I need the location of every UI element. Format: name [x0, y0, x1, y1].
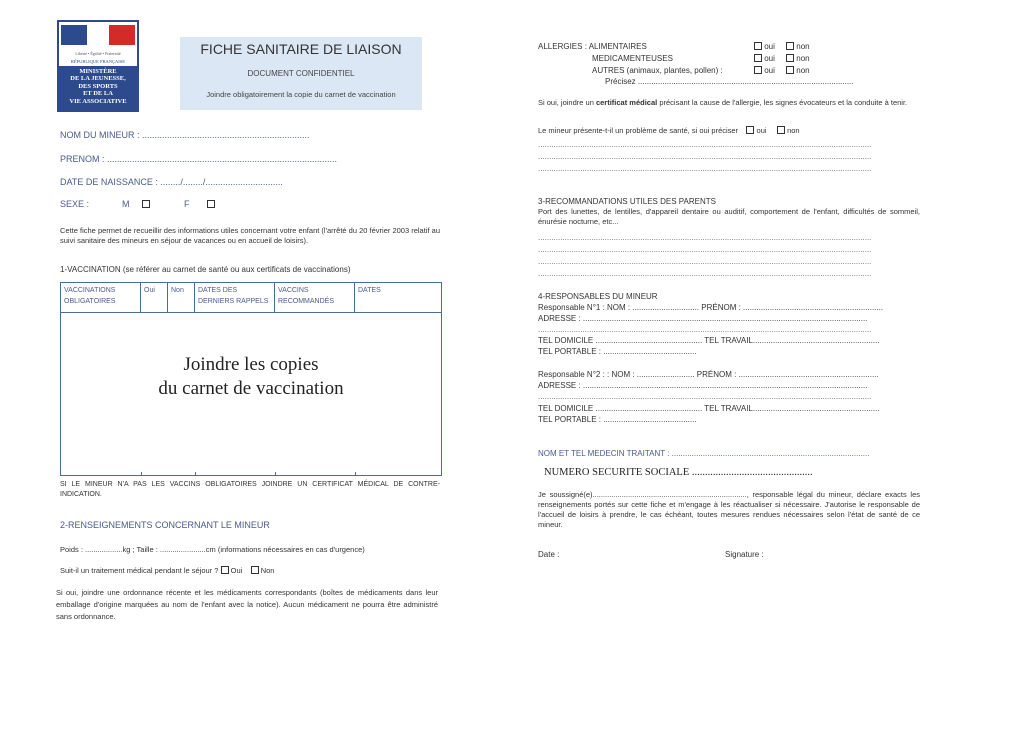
- recommandations-line-2[interactable]: ......................................................................................................................................................: [538, 245, 872, 254]
- ministry-logo: [57, 20, 139, 112]
- sexe-label: SEXE :: [60, 199, 90, 209]
- responsable1-adresse-field[interactable]: ADRESSE : ................................................................................................................................: [538, 314, 868, 323]
- traitement-oui-label: Oui: [230, 566, 243, 575]
- oui-label: oui: [764, 66, 775, 75]
- allergie-autres-non-checkbox[interactable]: [786, 66, 794, 74]
- allergie-alim-oui-checkbox[interactable]: [754, 42, 762, 50]
- allergie-medic-non-checkbox[interactable]: [786, 54, 794, 62]
- oui-label: oui: [764, 54, 775, 63]
- probleme-sante-label: Le mineur présente-t-il un problème de santé, si oui préciser: [538, 126, 739, 135]
- col-oui: Oui: [141, 283, 168, 312]
- recommandations-line-4[interactable]: ......................................................................................................................................................: [538, 269, 872, 278]
- declaration-text: Je soussigné(e).........................................................................., responsable légal du mineur, déclare exacts les renseignements portés sur cette fiche et m'engage à les réactualiser si nécessaire. J'autorise le responsable de l'accueil de loisirs à prendre, le cas échéant, toutes mesures rendues nécessaires selon l'état de santé de ce mineur.: [538, 490, 920, 529]
- traitement-oui-checkbox[interactable]: [221, 566, 229, 574]
- nom-field[interactable]: NOM DU MINEUR : ...................................................................: [60, 130, 310, 140]
- vaccination-section-title: 1-VACCINATION (se référer au carnet de santé ou aux certificats de vaccinations): [60, 265, 351, 274]
- responsable2-adresse-field[interactable]: ADRESSE : ................................................................................................................................: [538, 381, 868, 390]
- traitement-non-checkbox[interactable]: [251, 566, 259, 574]
- certificat-post: précisant la cause de l'allergie, les signes évocateurs et la conduite à tenir.: [657, 98, 908, 107]
- naissance-field[interactable]: DATE DE NAISSANCE : ......../......../...............................: [60, 177, 283, 187]
- traitement-question: [60, 566, 274, 576]
- sexe-m-label: M: [122, 199, 130, 209]
- allergie-medic-options: [754, 53, 810, 64]
- responsable2-tel-domicile-field[interactable]: TEL DOMICILE ................................................ TEL TRAVAIL.........................................................: [538, 404, 880, 413]
- signature-label[interactable]: Signature :: [725, 550, 764, 559]
- non-label: non: [796, 66, 810, 75]
- traitement-non-label: Non: [260, 566, 275, 575]
- probleme-oui-checkbox[interactable]: [746, 126, 754, 134]
- responsables-section-title: 4-RESPONSABLES DU MINEUR: [538, 292, 658, 301]
- vaccination-table: [60, 282, 442, 476]
- non-label: non: [796, 42, 810, 51]
- securite-sociale-field[interactable]: NUMERO SECURITE SOCIALE ..............................................: [544, 467, 813, 478]
- vaccination-footnote: SI LE MINEUR N'A PAS LES VACCINS OBLIGATOIRES JOINDRE UN CERTIFICAT MÉDICAL DE CONTRE-INDICATION.: [60, 481, 440, 498]
- intro-text: Cette fiche permet de recueillir des informations utiles concernant votre enfant (l'arrêté du 20 février 2003 relatif au suivi sanitaire des mineurs en séjour de vacances ou en accueil de loisirs).: [60, 226, 440, 245]
- col-non: Non: [168, 283, 195, 312]
- page-title: FICHE SANITAIRE DE LIAISON: [200, 41, 402, 57]
- traitement-label: Suit-il un traitement médical pendant le séjour ?: [60, 566, 219, 575]
- col-dates-rappels: DATES DES DERNIERS RAPPELS: [195, 283, 275, 312]
- responsable1-nom-field[interactable]: Responsable N°1 : NOM : .............................. PRÉNOM : ...............................................................: [538, 303, 884, 312]
- logo-republic: RÉPUBLIQUE FRANÇAISE: [59, 58, 137, 66]
- logo-ministry: MINISTÈRE DE LA JEUNESSE, DES SPORTS ET DE LA VIE ASSOCIATIVE: [69, 68, 127, 105]
- allergies-autres-label: AUTRES (animaux, plantes, pollen) :: [592, 66, 723, 75]
- sexe-f-checkbox[interactable]: [207, 200, 215, 208]
- col-dates: DATES: [358, 287, 381, 294]
- allergie-autres-oui-checkbox[interactable]: [754, 66, 762, 74]
- poids-taille-field[interactable]: Poids : ..................kg ; Taille : ......................cm (informations nécessaires en cas d'urgence): [60, 545, 365, 554]
- sexe-f-label: F: [184, 199, 190, 209]
- medecin-field[interactable]: NOM ET TEL MEDECIN TRAITANT : .........................................................................................: [538, 449, 870, 458]
- sexe-m-checkbox[interactable]: [142, 200, 150, 208]
- ordonnance-text: Si oui, joindre une ordonnance récente et les médicaments correspondants (boîtes de médicaments dans leur emballage d'origine marquées au nom de l'enfant avec la notice). Aucun médicament ne pourra être administré sans ordonnance.: [56, 588, 438, 621]
- probleme-line-1[interactable]: ......................................................................................................................................................: [538, 140, 872, 149]
- oui-label: oui: [764, 42, 775, 51]
- prenom-field[interactable]: PRENOM : ............................................................................................: [60, 154, 338, 164]
- allergie-autres-options: [754, 65, 810, 76]
- col-vaccinations-obligatoires: VACCINATIONS OBLIGATOIRES: [61, 283, 141, 312]
- probleme-non-checkbox[interactable]: [777, 126, 785, 134]
- vaccination-message: [61, 353, 441, 401]
- responsable1-tel-domicile-field[interactable]: TEL DOMICILE ................................................ TEL TRAVAIL.........................................................: [538, 336, 880, 345]
- responsable2-tel-portable-field[interactable]: TEL PORTABLE : ..........................................: [538, 415, 697, 424]
- col-vaccins-recommandes: VACCINS RECOMMANDÉS: [275, 283, 355, 312]
- recommandations-text: Port des lunettes, de lentilles, d'appareil dentaire ou auditif, comportement de l'enfant, difficultés de sommeil, énurésie nocturne, etc...: [538, 207, 920, 226]
- recommandations-section-title: 3-RECOMMANDATIONS UTILES DES PARENTS: [538, 197, 716, 206]
- flag-emblem: [59, 22, 137, 50]
- page-subtitle: DOCUMENT CONFIDENTIEL: [247, 69, 355, 78]
- responsable2-nom-field[interactable]: Responsable N°2 : : NOM : .......................... PRÉNOM : ...............................................................: [538, 370, 879, 379]
- non-label: non: [796, 54, 810, 63]
- allergie-alim-non-checkbox[interactable]: [786, 42, 794, 50]
- recommandations-line-3[interactable]: ......................................................................................................................................................: [538, 257, 872, 266]
- allergies-medic-label: MEDICAMENTEUSES: [592, 54, 673, 63]
- allergies-label: ALLERGIES : ALIMENTAIRES: [538, 42, 647, 51]
- allergie-medic-oui-checkbox[interactable]: [754, 54, 762, 62]
- probleme-line-2[interactable]: ......................................................................................................................................................: [538, 152, 872, 161]
- vaccination-message-line1: Joindre les copies: [183, 354, 319, 375]
- allergie-alim-options: [754, 41, 810, 52]
- non-label: non: [787, 126, 800, 135]
- probleme-sante-question: [538, 126, 800, 136]
- page-note: Joindre obligatoirement la copie du carnet de vaccination: [206, 90, 396, 99]
- certificat-text: [538, 98, 920, 108]
- probleme-line-3[interactable]: ......................................................................................................................................................: [538, 164, 872, 173]
- certificat-pre: Si oui, joindre un: [538, 98, 596, 107]
- title-box: [180, 37, 422, 110]
- certificat-bold: certificat médical: [595, 98, 658, 107]
- renseignements-section-title: 2-RENSEIGNEMENTS CONCERNANT LE MINEUR: [60, 520, 270, 530]
- recommandations-line-1[interactable]: ......................................................................................................................................................: [538, 233, 872, 242]
- date-label[interactable]: Date :: [538, 550, 560, 559]
- responsable1-tel-portable-field[interactable]: TEL PORTABLE : ..........................................: [538, 347, 697, 356]
- logo-motto: Liberté • Égalité • Fraternité: [59, 50, 137, 58]
- vaccination-message-line2: du carnet de vaccination: [158, 378, 344, 399]
- responsable2-adresse-line[interactable]: ......................................................................................................................................................: [538, 392, 872, 401]
- oui-label: oui: [756, 126, 767, 135]
- allergies-precisez-field[interactable]: Précisez .................................................................................................: [605, 77, 854, 86]
- vaccination-table-header: [61, 283, 441, 313]
- responsable1-adresse-line[interactable]: ......................................................................................................................................................: [538, 325, 872, 334]
